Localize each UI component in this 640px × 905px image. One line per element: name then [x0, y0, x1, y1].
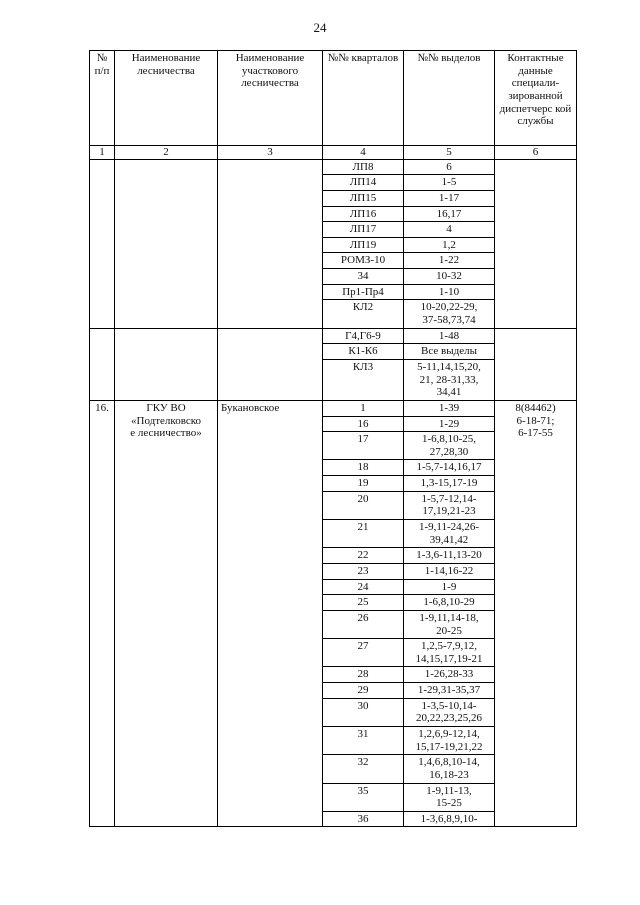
quarter-cell: ЛП8: [323, 159, 404, 175]
quarter-cell: 34: [323, 269, 404, 285]
row-number: 16.: [90, 400, 115, 827]
quarter-cell: К1-К6: [323, 344, 404, 360]
contact-data: 8(84462) 6-18-71; 6-17-55: [495, 400, 577, 827]
section-cell: 1-5: [404, 175, 495, 191]
section-cell: 1-29: [404, 416, 495, 432]
quarter-cell: 18: [323, 460, 404, 476]
section-cell: 1-6,8,10-29: [404, 595, 495, 611]
contact-data: [495, 159, 577, 328]
quarter-cell: КЛ3: [323, 359, 404, 400]
section-cell: 1,4,6,8,10-14, 16,18-23: [404, 755, 495, 783]
quarter-cell: 35: [323, 783, 404, 811]
section-cell: 1-9,11,14-18, 20-25: [404, 610, 495, 638]
column-number: 1: [90, 146, 115, 160]
column-number: 4: [323, 146, 404, 160]
quarter-cell: 36: [323, 811, 404, 827]
quarter-cell: 21: [323, 520, 404, 548]
header-district: Наименование участкового лесничества: [218, 51, 323, 146]
quarter-cell: 27: [323, 639, 404, 667]
quarter-cell: ЛП14: [323, 175, 404, 191]
section-cell: 1,2,6,9-12,14, 15,17-19,21,22: [404, 726, 495, 754]
quarter-cell: 23: [323, 563, 404, 579]
section-cell: 1-9,11-13, 15-25: [404, 783, 495, 811]
quarter-cell: 26: [323, 610, 404, 638]
section-cell: 16,17: [404, 206, 495, 222]
section-cell: 1-5,7-14,16,17: [404, 460, 495, 476]
quarter-cell: 17: [323, 432, 404, 460]
section-cell: 1-14,16-22: [404, 563, 495, 579]
section-cell: 1-9,11-24,26- 39,41,42: [404, 520, 495, 548]
district-name: Букановское: [218, 400, 323, 827]
quarter-cell: 24: [323, 579, 404, 595]
section-cell: 1-22: [404, 253, 495, 269]
section-cell: 1-6,8,10-25, 27,28,30: [404, 432, 495, 460]
section-cell: 5-11,14,15,20, 21, 28-31,33, 34,41: [404, 359, 495, 400]
quarter-cell: РОМЗ-10: [323, 253, 404, 269]
section-cell: 1-9: [404, 579, 495, 595]
table-row: [90, 328, 577, 344]
quarter-cell: 31: [323, 726, 404, 754]
header-no: № п/п: [90, 51, 115, 146]
section-cell: Все выделы: [404, 344, 495, 360]
quarter-cell: ЛП15: [323, 190, 404, 206]
quarter-cell: 28: [323, 667, 404, 683]
section-cell: 1-26,28-33: [404, 667, 495, 683]
quarter-cell: 32: [323, 755, 404, 783]
section-cell: 1-3,6,8,9,10-: [404, 811, 495, 827]
forestry-table: [89, 50, 577, 827]
page-number: 24: [313, 20, 327, 35]
section-cell: 1,2,5-7,9,12, 14,15,17,19-21: [404, 639, 495, 667]
section-cell: 1-10: [404, 284, 495, 300]
header-row: [90, 51, 577, 146]
section-cell: 1,3-15,17-19: [404, 476, 495, 492]
section-cell: 1-5,7-12,14- 17,19,21-23: [404, 491, 495, 519]
section-cell: 4: [404, 222, 495, 238]
forestry-name: [115, 159, 218, 328]
quarter-cell: 16: [323, 416, 404, 432]
header-quarters: №№ кварталов: [323, 51, 404, 146]
column-number: 5: [404, 146, 495, 160]
section-cell: 1-3,6-11,13-20: [404, 548, 495, 564]
quarter-cell: 20: [323, 491, 404, 519]
quarter-cell: 29: [323, 683, 404, 699]
header-sections: №№ выделов: [404, 51, 495, 146]
forestry-name: [115, 328, 218, 400]
section-cell: 6: [404, 159, 495, 175]
district-name: [218, 328, 323, 400]
section-cell: 10-20,22-29, 37-58,73,74: [404, 300, 495, 328]
table-row: [90, 159, 577, 175]
column-number-row: [90, 146, 577, 160]
quarter-cell: 30: [323, 698, 404, 726]
quarter-cell: ЛП16: [323, 206, 404, 222]
column-number: 2: [115, 146, 218, 160]
contact-data: [495, 328, 577, 400]
forestry-name: ГКУ ВО «Подтелковско е лесничество»: [115, 400, 218, 827]
section-cell: 10-32: [404, 269, 495, 285]
section-cell: 1-3,5-10,14- 20,22,23,25,26: [404, 698, 495, 726]
quarter-cell: Г4,Г6-9: [323, 328, 404, 344]
header-forestry: Наименование лесничества: [115, 51, 218, 146]
quarter-cell: КЛ2: [323, 300, 404, 328]
column-number: 3: [218, 146, 323, 160]
section-cell: 1-48: [404, 328, 495, 344]
quarter-cell: ЛП17: [323, 222, 404, 238]
quarter-cell: 19: [323, 476, 404, 492]
column-number: 6: [495, 146, 577, 160]
quarter-cell: Пр1-Пр4: [323, 284, 404, 300]
table-row: [90, 400, 577, 416]
district-name: [218, 159, 323, 328]
row-number: [90, 328, 115, 400]
quarter-cell: 1: [323, 400, 404, 416]
section-cell: 1,2: [404, 237, 495, 253]
quarter-cell: 22: [323, 548, 404, 564]
table-body: [90, 159, 577, 827]
section-cell: 1-29,31-35,37: [404, 683, 495, 699]
section-cell: 1-17: [404, 190, 495, 206]
row-number: [90, 159, 115, 328]
header-contacts: Контактные данные специали- зированной диспетчерс кой службы: [495, 51, 577, 146]
quarter-cell: 25: [323, 595, 404, 611]
quarter-cell: ЛП19: [323, 237, 404, 253]
section-cell: 1-39: [404, 400, 495, 416]
